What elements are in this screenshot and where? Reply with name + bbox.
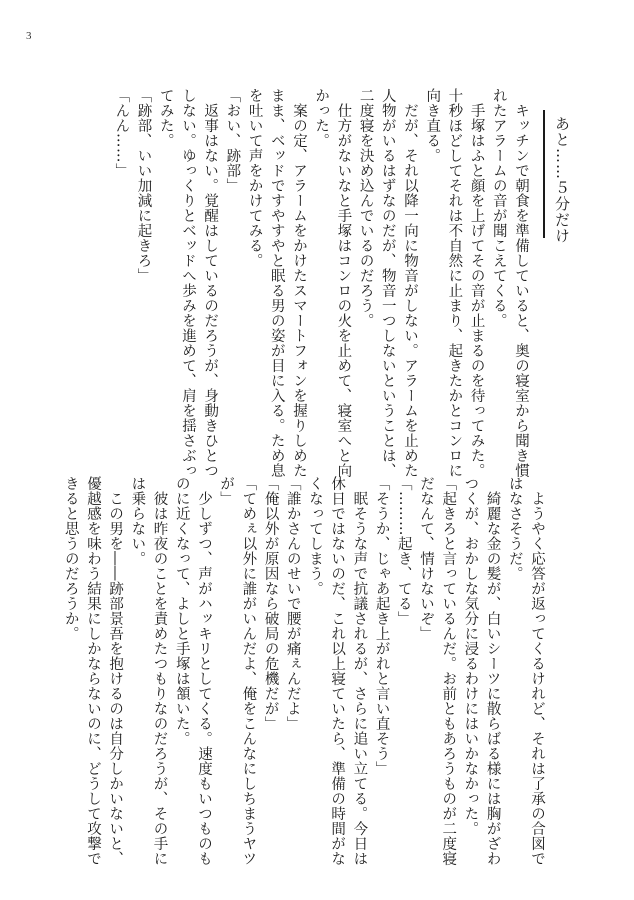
- text-column: だが、それ以降一向に物音がしない。アラームを止めた: [401, 88, 418, 478]
- text-column: が」: [218, 476, 235, 506]
- text-column: つくが、おかしな気分に浸るわけにはいかなかった。: [462, 476, 479, 836]
- chapter-title-block: [543, 110, 577, 244]
- text-column: 「誰かさんのせいで腰が痛ぇんだよ」: [284, 476, 301, 731]
- text-column: この男を――跡部景吾を抱けるのは自分しかいないと、: [107, 476, 124, 866]
- text-column: 「おい、跡部」: [224, 88, 241, 193]
- text-column: だなんて、情けないぞ」: [417, 476, 434, 641]
- text-column: を吐いて声をかけてみる。: [246, 88, 263, 268]
- text-column: 眠そうな声で抗議されるが、さらに追い立てる。今日は: [351, 476, 368, 866]
- body-text-lower: [60, 476, 548, 866]
- text-column: まま、ベッドですやすやと眠る男の姿が目に入る。ため息: [268, 88, 285, 478]
- chapter-title: あと……５分だけ: [553, 116, 571, 244]
- text-column: きると思うのだろうか。: [62, 476, 79, 641]
- text-column: かった。: [313, 88, 330, 148]
- text-column: 「跡部、いい加減に起きろ」: [135, 88, 152, 283]
- text-column: くなってしまう。: [306, 476, 323, 596]
- text-column: れたアラームの音が聞こえてくる。: [490, 88, 507, 328]
- text-column: 返事はない。覚醒はしているのだろうが、身動きひとつ: [202, 88, 219, 478]
- text-column: 休日ではないのだ、これ以上寝ていたら、準備の時間がな: [329, 476, 346, 866]
- text-column: 優越感を味わう結果にしかならないのに、どうして攻撃で: [84, 476, 101, 866]
- text-column: キッチンで朝食を準備していると、奥の寝室から聞き慣: [513, 88, 529, 478]
- text-column: 少しずつ、声がハッキリとしてくる。速度もいつものも: [195, 476, 212, 866]
- page-number: 3: [26, 30, 32, 42]
- text-column: 綺麗な金の髪が、白いシーツに散らばる様には胸がざわ: [484, 476, 501, 866]
- text-column: 「んん……」: [113, 88, 130, 178]
- text-column: ようやく応答が返ってくるけれど、それは了承の合図で: [529, 476, 545, 866]
- text-column: 人物がいるはずなのだが、物音一つしないということは、: [379, 88, 396, 478]
- text-column: 向き直る。: [424, 88, 441, 163]
- text-column: 案の定、アラームをかけたスマートフォンを握りしめた: [290, 88, 307, 478]
- text-column: てみた。: [157, 88, 174, 148]
- text-column: 「………起き、てる」: [395, 476, 412, 626]
- text-column: 「てめぇ以外に誰がいんだよ、俺をこんなにしちまうヤツ: [240, 476, 257, 866]
- text-column: しない。ゆっくりとベッドへ歩みを進めて、肩を揺さぶっ: [179, 88, 196, 478]
- text-column: 十秒ほどしてそれは不自然に止まり、起きたかとコンロに: [446, 88, 463, 478]
- body-text-upper: [110, 88, 532, 478]
- text-column: 手塚はふと顔を上げてその音が止まるのを待ってみた。: [468, 88, 485, 478]
- text-column: 「起きろと言っているんだ。お前ともあろうものが二度寝: [440, 476, 457, 866]
- text-column: 仕方がないなと手塚はコンロの火を止めて、寝室へと向: [335, 88, 352, 478]
- text-column: 彼は昨夜のことを責めたつもりなのだろうが、その手に: [151, 476, 168, 866]
- text-column: はなさそうだ。: [506, 476, 523, 581]
- text-column: 二度寝を決め込んでいるのだろう。: [357, 88, 374, 328]
- text-column: 「そうか、じゃあ起き上がれと言い直そう」: [373, 476, 390, 776]
- text-column: 「俺以外が原因なら破局の危機だが」: [262, 476, 279, 731]
- text-column: のに近くなって、よしと手塚は頷いた。: [173, 476, 190, 746]
- text-column: は乗らない。: [129, 476, 146, 566]
